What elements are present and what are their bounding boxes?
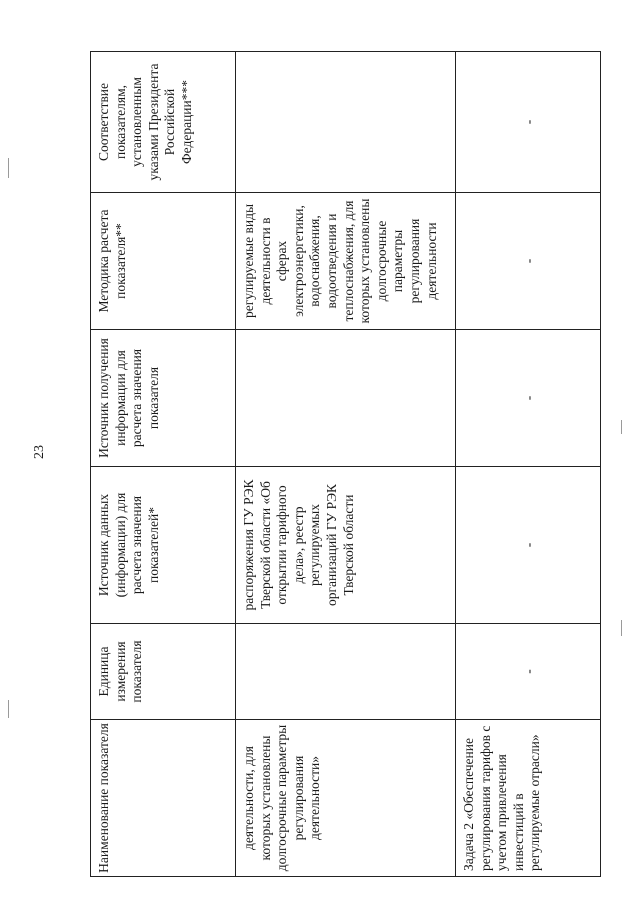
header-indicator-name: Наименование показателя [91,720,236,877]
scan-mark [8,700,9,718]
scan-mark [621,420,622,434]
cell-compliance [236,52,456,193]
header-info-source: Источник получения информации для расчета значения показателя [91,330,236,467]
header-unit: Единица измерения показателя [91,624,236,720]
cell-data-source: распоряжения ГУ РЭК Тверской области «Об открытии тарифного дела», реестр регулируемых организаций ГУ РЭК Тверской области [236,467,456,624]
indicators-table [90,51,601,877]
rotated-table-frame [90,52,600,877]
page-number: 23 [32,445,47,459]
cell-indicator-name: деятельности, для которых установлены долгосрочные параметры регулирования деятельности» [236,720,456,877]
header-compliance: Соответствие показателям, установленным указами Президента Российской Федерации*** [91,52,236,193]
table-header-row [91,52,236,877]
cell-method: регулируемые виды деятельности в сферах электроэнергетики, водоснабжения, водоотведения и теплоснабжения, для которых установлены долгосрочные параметры регулирования деятельности [236,193,456,330]
cell-data-source: - [456,467,601,624]
header-data-source: Источник данных (информации) для расчета значения показателей* [91,467,236,624]
scan-mark [621,620,622,636]
cell-indicator-name: Задача 2 «Обеспечение регулирования тарифов с учетом привлечения инвестиций в регулируемые отрасли» [456,720,601,877]
cell-compliance: - [456,52,601,193]
table-row [456,52,601,877]
cell-method: - [456,193,601,330]
scan-mark [8,158,9,178]
cell-info-source [236,330,456,467]
cell-unit [236,624,456,720]
cell-info-source: - [456,330,601,467]
table-row [236,52,456,877]
cell-unit: - [456,624,601,720]
header-method: Методика расчета показателя** [91,193,236,330]
